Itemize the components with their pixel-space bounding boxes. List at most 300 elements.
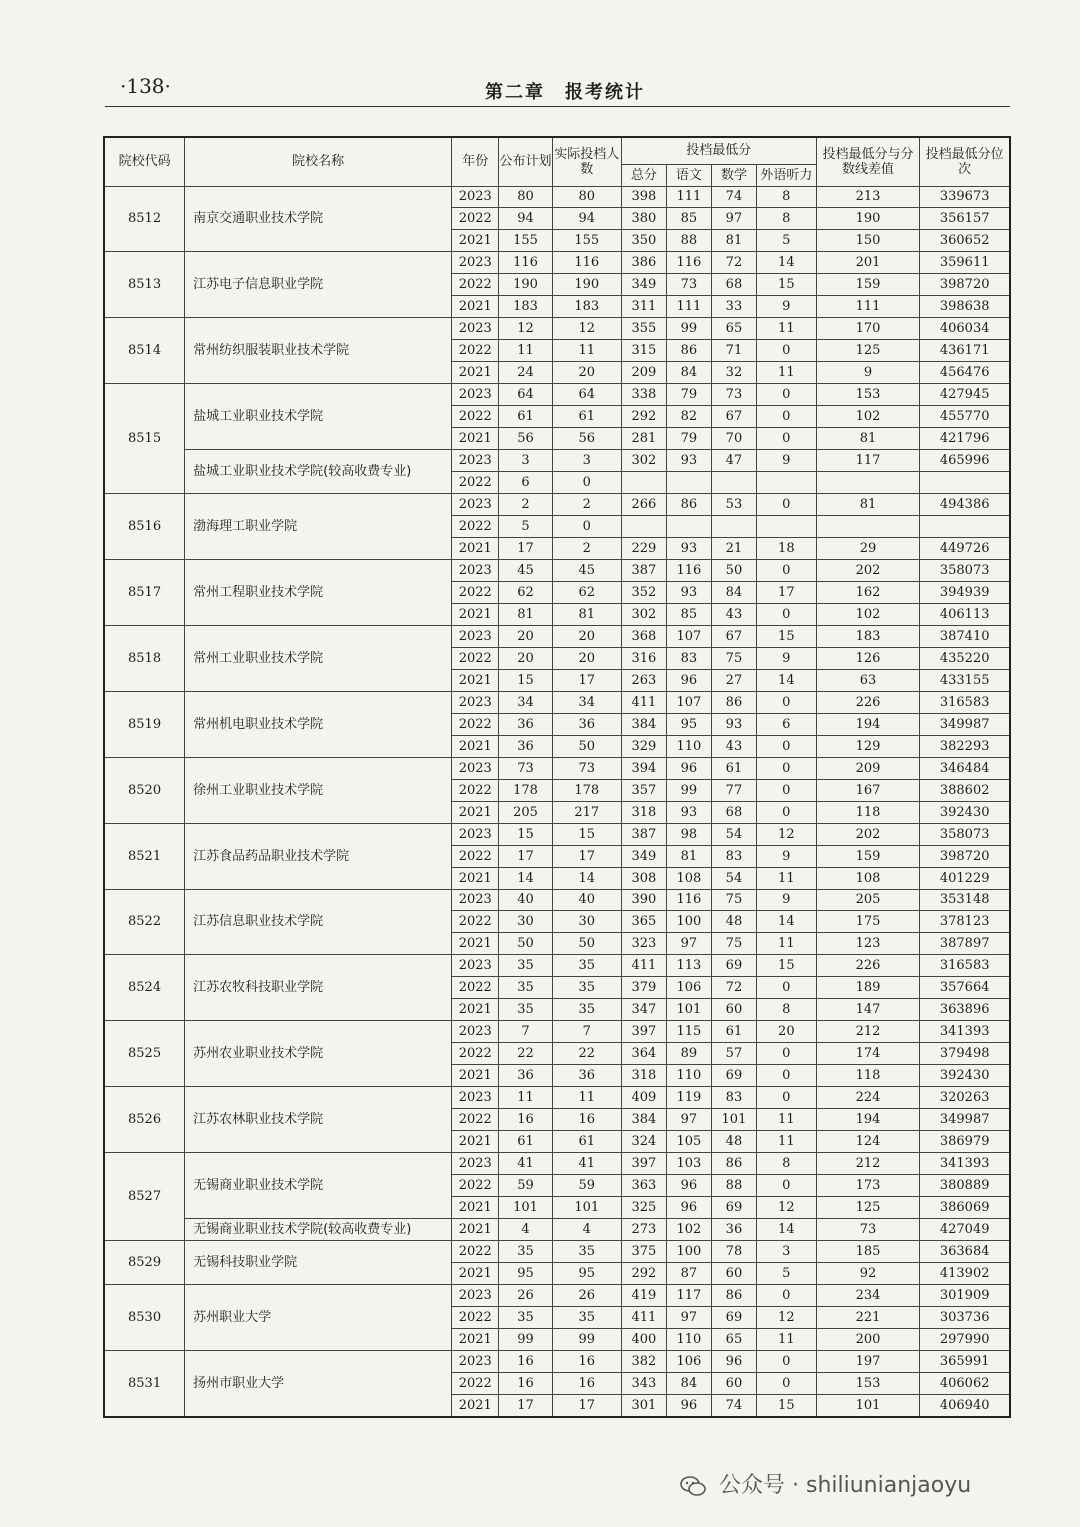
school-name: 江苏电子信息职业学院 [185, 252, 452, 318]
table-cell: 94 [499, 208, 552, 230]
table-cell: 419 [621, 1284, 666, 1306]
table-cell: 329 [621, 735, 666, 757]
table-cell: 0 [756, 801, 816, 823]
table-cell: 83 [711, 845, 756, 867]
table-cell: 35 [552, 1306, 621, 1328]
school-name: 盐城工业职业技术学院(较高收费专业) [185, 450, 452, 494]
table-cell: 61 [552, 406, 621, 428]
table-cell: 33 [711, 296, 756, 318]
table-cell: 2022 [452, 911, 499, 933]
table-cell: 347 [621, 999, 666, 1021]
table-cell: 387 [621, 559, 666, 581]
table-cell: 302 [621, 603, 666, 625]
table-cell: 2023 [452, 1087, 499, 1109]
table-cell: 85 [666, 208, 711, 230]
table-cell: 368 [621, 625, 666, 647]
table-cell: 2021 [452, 230, 499, 252]
school-code: 8522 [104, 889, 185, 955]
table-cell: 183 [552, 296, 621, 318]
table-cell: 0 [756, 691, 816, 713]
table-cell: 56 [552, 428, 621, 450]
table-cell: 84 [711, 581, 756, 603]
table-cell: 73 [711, 384, 756, 406]
table-cell: 106 [666, 977, 711, 999]
table-cell: 20 [552, 647, 621, 669]
table-cell: 212 [816, 1153, 920, 1175]
table-cell: 398720 [920, 845, 1010, 867]
table-cell: 0 [552, 516, 621, 538]
table-cell: 194 [816, 1109, 920, 1131]
table-cell: 297990 [920, 1328, 1010, 1350]
table-cell: 36 [499, 735, 552, 757]
table-cell: 315 [621, 340, 666, 362]
table-cell: 69 [711, 1065, 756, 1087]
table-cell: 341393 [920, 1021, 1010, 1043]
page-header [105, 70, 1010, 107]
table-cell: 2022 [452, 340, 499, 362]
table-cell: 183 [499, 296, 552, 318]
school-code: 8525 [104, 1021, 185, 1087]
table-cell: 86 [711, 1153, 756, 1175]
table-cell: 0 [756, 428, 816, 450]
table-cell: 35 [499, 977, 552, 999]
table-cell: 11 [756, 867, 816, 889]
table-cell: 15 [756, 274, 816, 296]
table-cell: 11 [499, 340, 552, 362]
table-cell: 170 [816, 318, 920, 340]
header-plan: 公布计划 [499, 137, 552, 186]
table-cell: 11 [756, 1109, 816, 1131]
table-cell: 358073 [920, 823, 1010, 845]
table-cell: 394939 [920, 581, 1010, 603]
table-cell: 36 [499, 713, 552, 735]
table-cell: 320263 [920, 1087, 1010, 1109]
table-cell: 0 [756, 559, 816, 581]
school-code: 8514 [104, 318, 185, 384]
table-cell: 75 [711, 933, 756, 955]
table-row [104, 1087, 1010, 1109]
table-cell: 349 [621, 845, 666, 867]
table-cell: 365991 [920, 1350, 1010, 1372]
table-cell: 115 [666, 1021, 711, 1043]
table-cell: 2021 [452, 538, 499, 560]
table-cell: 2023 [452, 691, 499, 713]
school-name: 常州纺织服装职业技术学院 [185, 318, 452, 384]
table-cell: 213 [816, 186, 920, 208]
table-cell: 35 [552, 1241, 621, 1263]
table-row [104, 757, 1010, 779]
table-cell: 318 [621, 801, 666, 823]
table-cell: 81 [711, 230, 756, 252]
table-cell: 364 [621, 1043, 666, 1065]
table-cell: 2022 [452, 1043, 499, 1065]
table-cell: 427049 [920, 1219, 1010, 1241]
table-cell: 155 [552, 230, 621, 252]
table-cell: 406113 [920, 603, 1010, 625]
table-cell: 360652 [920, 230, 1010, 252]
table-cell: 2022 [452, 1306, 499, 1328]
table-cell: 363 [621, 1175, 666, 1197]
table-cell: 2023 [452, 494, 499, 516]
table-cell: 80 [499, 186, 552, 208]
table-cell: 2021 [452, 1328, 499, 1350]
table-cell: 392430 [920, 801, 1010, 823]
table-cell: 118 [816, 1065, 920, 1087]
table-cell: 189 [816, 977, 920, 999]
table-cell: 2021 [452, 428, 499, 450]
school-code: 8517 [104, 559, 185, 625]
table-cell: 81 [499, 603, 552, 625]
table-cell: 0 [756, 757, 816, 779]
table-cell: 86 [666, 494, 711, 516]
table-cell: 202 [816, 823, 920, 845]
table-cell: 301 [621, 1394, 666, 1417]
table-cell: 150 [816, 230, 920, 252]
table-cell: 398 [621, 186, 666, 208]
table-cell: 70 [711, 428, 756, 450]
school-code: 8529 [104, 1241, 185, 1285]
table-cell: 2021 [452, 801, 499, 823]
table-cell: 50 [552, 735, 621, 757]
table-cell [920, 472, 1010, 494]
table-row [104, 1241, 1010, 1263]
school-name: 江苏信息职业技术学院 [185, 889, 452, 955]
table-cell: 7 [499, 1021, 552, 1043]
table-cell: 81 [816, 494, 920, 516]
table-cell: 7 [552, 1021, 621, 1043]
table-cell: 97 [666, 1109, 711, 1131]
table-cell: 226 [816, 955, 920, 977]
table-cell: 386979 [920, 1131, 1010, 1153]
table-cell: 338 [621, 384, 666, 406]
table-row [104, 1153, 1010, 1175]
table-cell: 64 [499, 384, 552, 406]
table-cell: 2023 [452, 1284, 499, 1306]
table-cell: 2022 [452, 406, 499, 428]
header-name: 院校名称 [185, 137, 452, 186]
table-cell: 406940 [920, 1394, 1010, 1417]
table-cell: 397 [621, 1153, 666, 1175]
table-cell: 316583 [920, 691, 1010, 713]
table-cell: 125 [816, 1197, 920, 1219]
table-cell: 11 [756, 933, 816, 955]
table-cell: 107 [666, 691, 711, 713]
table-cell: 11 [756, 318, 816, 340]
table-cell: 22 [499, 1043, 552, 1065]
table-cell: 363896 [920, 999, 1010, 1021]
table-cell: 494386 [920, 494, 1010, 516]
table-cell: 3 [756, 1241, 816, 1263]
table-cell: 2023 [452, 186, 499, 208]
table-cell: 5 [499, 516, 552, 538]
school-code: 8515 [104, 384, 185, 494]
table-cell: 95 [666, 713, 711, 735]
table-cell: 50 [552, 933, 621, 955]
table-cell: 107 [666, 625, 711, 647]
table-cell: 2 [552, 494, 621, 516]
table-cell: 387410 [920, 625, 1010, 647]
table-cell: 60 [711, 1262, 756, 1284]
table-cell [711, 516, 756, 538]
table-cell: 61 [711, 1021, 756, 1043]
table-cell: 382293 [920, 735, 1010, 757]
table-cell: 190 [552, 274, 621, 296]
table-cell: 17 [552, 669, 621, 691]
table-cell: 65 [711, 1328, 756, 1350]
table-cell: 292 [621, 406, 666, 428]
chapter-title: 第二章 报考统计 [485, 82, 645, 103]
table-cell: 53 [711, 494, 756, 516]
school-code: 8530 [104, 1284, 185, 1350]
table-cell: 2021 [452, 867, 499, 889]
table-cell: 17 [552, 845, 621, 867]
table-cell: 96 [666, 757, 711, 779]
table-cell: 401229 [920, 867, 1010, 889]
table-cell: 81 [552, 603, 621, 625]
table-cell: 409 [621, 1087, 666, 1109]
table-cell: 11 [552, 1087, 621, 1109]
school-code: 8527 [104, 1153, 185, 1241]
table-cell: 95 [499, 1262, 552, 1284]
table-row [104, 1284, 1010, 1306]
table-cell [621, 472, 666, 494]
table-cell: 390 [621, 889, 666, 911]
table-cell: 69 [711, 1197, 756, 1219]
table-cell: 72 [711, 977, 756, 999]
table-cell: 97 [711, 208, 756, 230]
table-cell: 202 [816, 559, 920, 581]
admission-table [103, 136, 1011, 1418]
table-cell: 433155 [920, 669, 1010, 691]
table-cell: 74 [711, 186, 756, 208]
school-name: 常州工程职业技术学院 [185, 559, 452, 625]
table-cell: 209 [816, 757, 920, 779]
table-cell: 436171 [920, 340, 1010, 362]
header-code: 院校代码 [104, 137, 185, 186]
table-cell: 73 [816, 1219, 920, 1241]
table-cell: 24 [499, 362, 552, 384]
table-cell: 183 [816, 625, 920, 647]
school-code: 8531 [104, 1350, 185, 1417]
table-cell: 26 [499, 1284, 552, 1306]
table-cell: 178 [499, 779, 552, 801]
table-cell: 2 [552, 538, 621, 560]
table-cell: 79 [666, 428, 711, 450]
table-cell: 2022 [452, 1241, 499, 1263]
table-cell: 92 [816, 1262, 920, 1284]
table-cell: 2023 [452, 757, 499, 779]
school-name: 常州工业职业技术学院 [185, 625, 452, 691]
table-cell [666, 516, 711, 538]
school-code: 8512 [104, 186, 185, 252]
table-cell: 2022 [452, 208, 499, 230]
table-cell: 308 [621, 867, 666, 889]
table-row [104, 186, 1010, 208]
table-row [104, 1350, 1010, 1372]
table-cell: 0 [756, 340, 816, 362]
table-cell: 108 [816, 867, 920, 889]
table-cell: 394 [621, 757, 666, 779]
table-cell: 15 [499, 823, 552, 845]
table-cell: 2022 [452, 516, 499, 538]
table-cell: 67 [711, 406, 756, 428]
table-cell: 35 [499, 999, 552, 1021]
header-diff: 投档最低分与分数线差值 [816, 137, 920, 186]
table-cell: 102 [816, 406, 920, 428]
table-cell: 96 [666, 1197, 711, 1219]
header-listening: 外语听力 [756, 164, 816, 186]
table-cell: 86 [711, 1284, 756, 1306]
table-cell: 32 [711, 362, 756, 384]
table-cell: 2021 [452, 1262, 499, 1284]
wechat-icon [680, 1476, 706, 1496]
table-cell: 89 [666, 1043, 711, 1065]
table-cell: 221 [816, 1306, 920, 1328]
table-cell: 21 [711, 538, 756, 560]
table-cell: 9 [756, 296, 816, 318]
table-cell: 263 [621, 669, 666, 691]
school-code: 8520 [104, 757, 185, 823]
table-cell: 116 [666, 252, 711, 274]
table-cell: 5 [756, 230, 816, 252]
table-cell: 71 [711, 340, 756, 362]
table-cell: 200 [816, 1328, 920, 1350]
table-cell: 359611 [920, 252, 1010, 274]
table-cell: 125 [816, 340, 920, 362]
table-cell: 378123 [920, 911, 1010, 933]
school-code: 8521 [104, 823, 185, 889]
table-row [104, 559, 1010, 581]
table-cell: 59 [499, 1175, 552, 1197]
table-cell: 281 [621, 428, 666, 450]
table-cell: 386069 [920, 1197, 1010, 1219]
table-cell: 61 [552, 1131, 621, 1153]
table-cell: 73 [552, 757, 621, 779]
table-cell: 40 [552, 889, 621, 911]
table-cell: 35 [499, 1241, 552, 1263]
table-cell: 48 [711, 1131, 756, 1153]
table-cell: 57 [711, 1043, 756, 1065]
table-cell: 16 [552, 1109, 621, 1131]
table-cell: 35 [552, 955, 621, 977]
table-cell: 2 [499, 494, 552, 516]
table-cell: 465996 [920, 450, 1010, 472]
table-cell: 15 [552, 823, 621, 845]
table-cell: 435220 [920, 647, 1010, 669]
table-cell: 110 [666, 1065, 711, 1087]
table-cell: 397 [621, 1021, 666, 1043]
table-cell: 375 [621, 1241, 666, 1263]
table-cell: 47 [711, 450, 756, 472]
table-cell: 79 [666, 384, 711, 406]
table-row [104, 823, 1010, 845]
table-cell: 11 [756, 1131, 816, 1153]
table-cell: 323 [621, 933, 666, 955]
table-cell: 421796 [920, 428, 1010, 450]
header-min-score: 投档最低分 [621, 137, 816, 164]
table-cell: 427945 [920, 384, 1010, 406]
table-cell: 339673 [920, 186, 1010, 208]
table-cell: 95 [552, 1262, 621, 1284]
table-cell: 147 [816, 999, 920, 1021]
table-cell: 96 [666, 1175, 711, 1197]
table-cell: 2023 [452, 318, 499, 340]
table-cell: 0 [756, 779, 816, 801]
table-cell: 116 [666, 889, 711, 911]
table-cell [816, 472, 920, 494]
table-cell: 20 [756, 1021, 816, 1043]
table-cell: 226 [816, 691, 920, 713]
table-cell: 2021 [452, 1065, 499, 1087]
header-actual: 实际投档人数 [552, 137, 621, 186]
table-cell: 97 [666, 933, 711, 955]
table-cell: 14 [499, 867, 552, 889]
header-rank: 投档最低分位次 [920, 137, 1010, 186]
table-cell: 349987 [920, 713, 1010, 735]
table-cell: 36 [552, 713, 621, 735]
table-cell: 153 [816, 384, 920, 406]
table-cell: 69 [711, 955, 756, 977]
table-cell: 357664 [920, 977, 1010, 999]
table-cell: 11 [499, 1087, 552, 1109]
table-row [104, 252, 1010, 274]
table-cell: 86 [711, 691, 756, 713]
table-cell: 456476 [920, 362, 1010, 384]
table-cell: 380 [621, 208, 666, 230]
table-cell: 81 [666, 845, 711, 867]
table-cell: 398720 [920, 274, 1010, 296]
table-cell: 400 [621, 1328, 666, 1350]
table-cell: 4 [499, 1219, 552, 1241]
table-cell: 101 [666, 999, 711, 1021]
table-cell: 159 [816, 274, 920, 296]
table-cell: 388602 [920, 779, 1010, 801]
table-cell: 2021 [452, 1197, 499, 1219]
table-cell: 316 [621, 647, 666, 669]
table-cell: 62 [499, 581, 552, 603]
table-cell: 30 [499, 911, 552, 933]
table-cell: 77 [711, 779, 756, 801]
school-name: 苏州职业大学 [185, 1284, 452, 1350]
table-cell: 2023 [452, 450, 499, 472]
table-cell: 2021 [452, 933, 499, 955]
table-cell: 357 [621, 779, 666, 801]
table-cell: 93 [666, 801, 711, 823]
table-cell: 88 [666, 230, 711, 252]
table-cell: 14 [552, 867, 621, 889]
table-cell: 14 [756, 911, 816, 933]
table-cell: 22 [552, 1043, 621, 1065]
table-cell: 43 [711, 603, 756, 625]
table-cell: 17 [756, 581, 816, 603]
table-body [104, 186, 1010, 1417]
table-cell: 316583 [920, 955, 1010, 977]
table-cell: 35 [552, 977, 621, 999]
table-cell: 60 [711, 999, 756, 1021]
table-cell: 110 [666, 1328, 711, 1350]
table-cell: 68 [711, 801, 756, 823]
table-cell: 324 [621, 1131, 666, 1153]
table-cell: 84 [666, 1372, 711, 1394]
table-cell: 292 [621, 1262, 666, 1284]
table-row [104, 955, 1010, 977]
table-cell: 20 [499, 625, 552, 647]
table-cell: 8 [756, 999, 816, 1021]
table-cell: 382 [621, 1350, 666, 1372]
table-cell: 36 [552, 1065, 621, 1087]
table-cell: 45 [552, 559, 621, 581]
table-cell: 9 [756, 450, 816, 472]
